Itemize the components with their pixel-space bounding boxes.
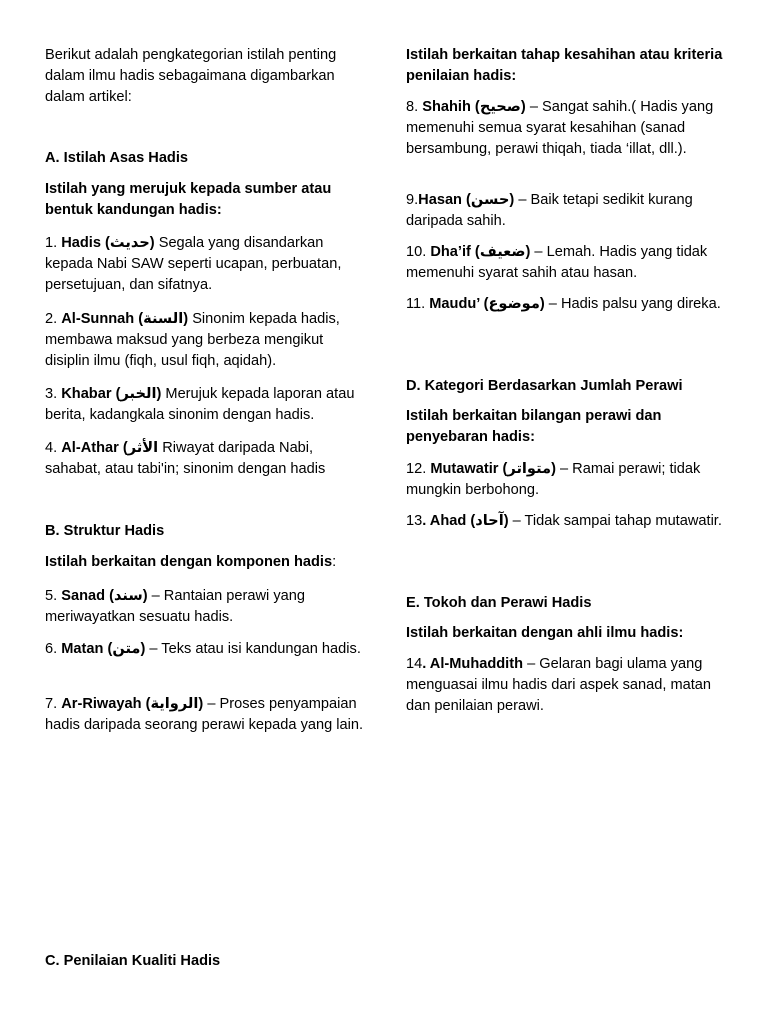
section-d-subheading: Istilah berkaitan bilangan perawi dan penyebaran hadis: (406, 408, 662, 445)
term-item-3: 3. Khabar (الخبر) Merujuk kepada laporan atau berita, kadangkala sinonim dengan hadis. (45, 385, 355, 423)
term-item-10: 10. Dha’if (ضعيف) – Lemah. Hadis yang tidak memenuhi syarat sahih atau hasan. (406, 243, 708, 281)
section-c-heading: C. Penilaian Kualiti Hadis (45, 953, 221, 969)
section-a-subheading: Istilah yang merujuk kepada sumber atau bentuk kandungan hadis: (45, 181, 332, 218)
section-b-heading: B. Struktur Hadis (45, 523, 165, 539)
section-b-subheading: Istilah berkaitan dengan komponen hadis: (45, 554, 337, 570)
section-a-heading: A. Istilah Asas Hadis (45, 150, 189, 166)
term-item-8: 8. Shahih (صحيح) – Sangat sahih.( Hadis yang memenuhi semua syarat kesahihan (sanad bersambung, perawi thiqah, tiada ‘illat, dll.). (406, 98, 714, 157)
term-item-7: 7. Ar-Riwayah (الرواية) – Proses penyampaian hadis daripada seorang perawi kepada yang lain. (45, 695, 364, 733)
term-item-2: 2. Al-Sunnah (السنة) Sinonim kepada hadis, membawa maksud yang berbeza mengikut disiplin ilmu (fiqh, usul fiqh, aqidah). (45, 310, 340, 369)
section-e-subheading: Istilah berkaitan dengan ahli ilmu hadis: (406, 625, 684, 641)
term-item-9: 9.Hasan (حسن) – Baik tetapi sedikit kurang daripada sahih. (406, 191, 693, 229)
term-item-11: 11. Maudu’ (موضوع) – Hadis palsu yang direka. (406, 295, 721, 312)
term-item-5: 5. Sanad (سند) – Rantaian perawi yang meriwayatkan sesuatu hadis. (45, 587, 305, 625)
term-item-14: 14. Al-Muhaddith – Gelaran bagi ulama yang menguasai ilmu hadis dari aspek sanad, matan dan penilaian perawi. (406, 656, 712, 714)
term-item-4: 4. Al-Athar (الأثر Riwayat daripada Nabi, sahabat, atau tabi'in; sinonim dengan hadis (45, 439, 326, 477)
term-item-6: 6. Matan (متن) – Teks atau isi kandungan hadis. (45, 640, 361, 657)
section-d-heading: D. Kategori Berdasarkan Jumlah Perawi (406, 378, 683, 394)
term-item-1: 1. Hadis (حديث) Segala yang disandarkan kepada Nabi SAW seperti ucapan, perbuatan, persetujuan, dan sifatnya. (45, 234, 342, 293)
section-c-subheading: Istilah berkaitan tahap kesahihan atau kriteria penilaian hadis: (406, 47, 723, 84)
term-item-13: 13. Ahad (آحاد) – Tidak sampai tahap mutawatir. (406, 512, 722, 529)
term-item-12: 12. Mutawatir (متواتر) – Ramai perawi; tidak mungkin berbohong. (406, 460, 701, 498)
intro-paragraph: Berikut adalah pengkategorian istilah penting dalam ilmu hadis sebagaimana digambarkan dalam artikel: (45, 47, 337, 105)
left-column (45, 0, 365, 1024)
right-column (406, 0, 728, 1024)
section-e-heading: E. Tokoh dan Perawi Hadis (406, 595, 592, 611)
